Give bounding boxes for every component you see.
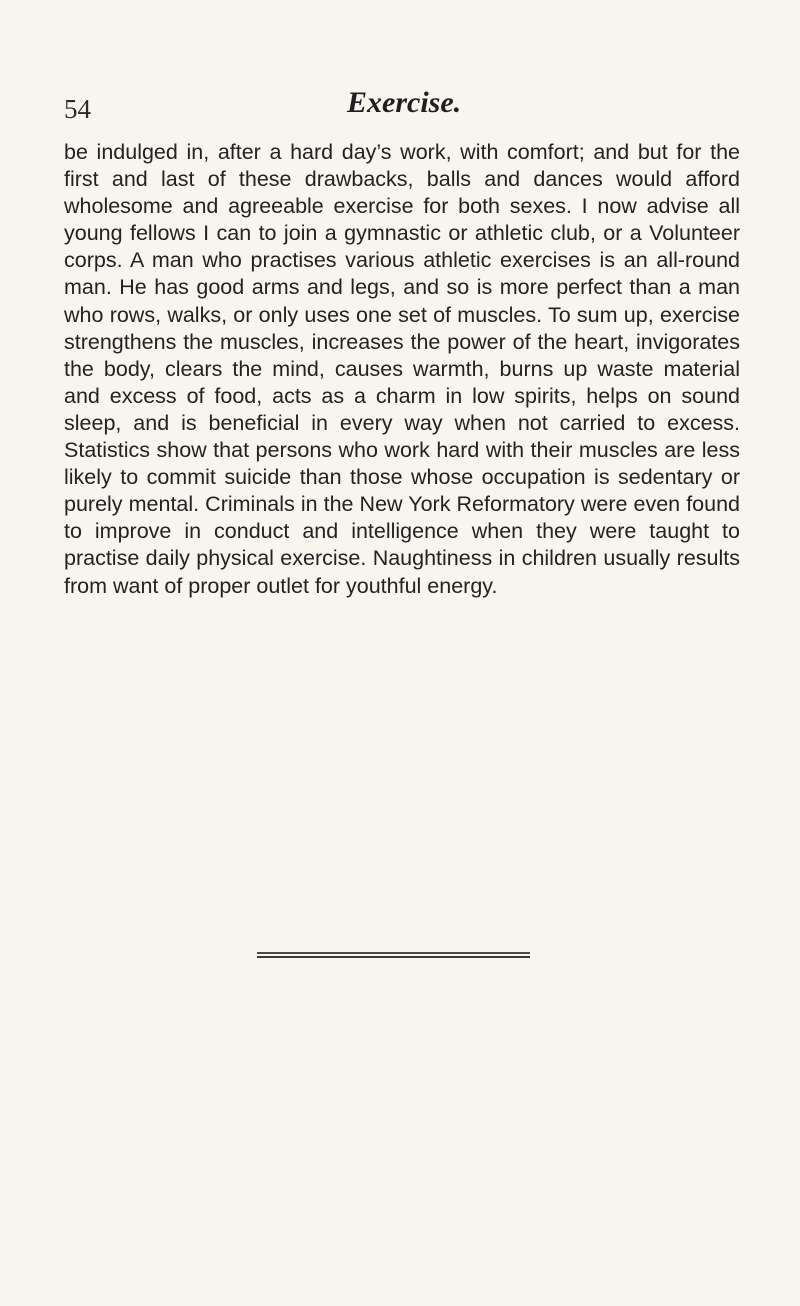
section-end-rule-top [257,952,530,954]
section-end-rule-bottom [257,956,530,958]
body-paragraph: be indulged in, after a hard day’s work, with comfort; and but for the first and last of these drawbacks, balls and dances would afford wholesome and agreeable exercise for both sexes. I now advise all young fellows I can to join a gymnastic or athletic club, or a Volunteer corps. A man who practises various athletic exercises is an all-round man. He has good arms and legs, and so is more perfect than a man who rows, walks, or only uses one set of muscles. To sum up, exercise strengthens the muscles, increases the power of the heart, invigorates the body, clears the mind, causes warmth, burns up waste material and excess of food, acts as a charm in low spirits, helps on sound sleep, and is beneficial in every way when not carried to excess. Statistics show that persons who work hard with their muscles are less likely to commit suicide than those whose occupation is sedentary or purely mental. Criminals in the New York Reformatory were even found to improve in conduct and intelligence when they were taught to practise daily physical exercise. Naughtiness in children usually results from want of proper outlet for youthful energy. [64,140,740,598]
page-number: 54 [64,94,91,124]
running-head-title: Exercise. [347,86,462,119]
page-header [0,74,800,124]
